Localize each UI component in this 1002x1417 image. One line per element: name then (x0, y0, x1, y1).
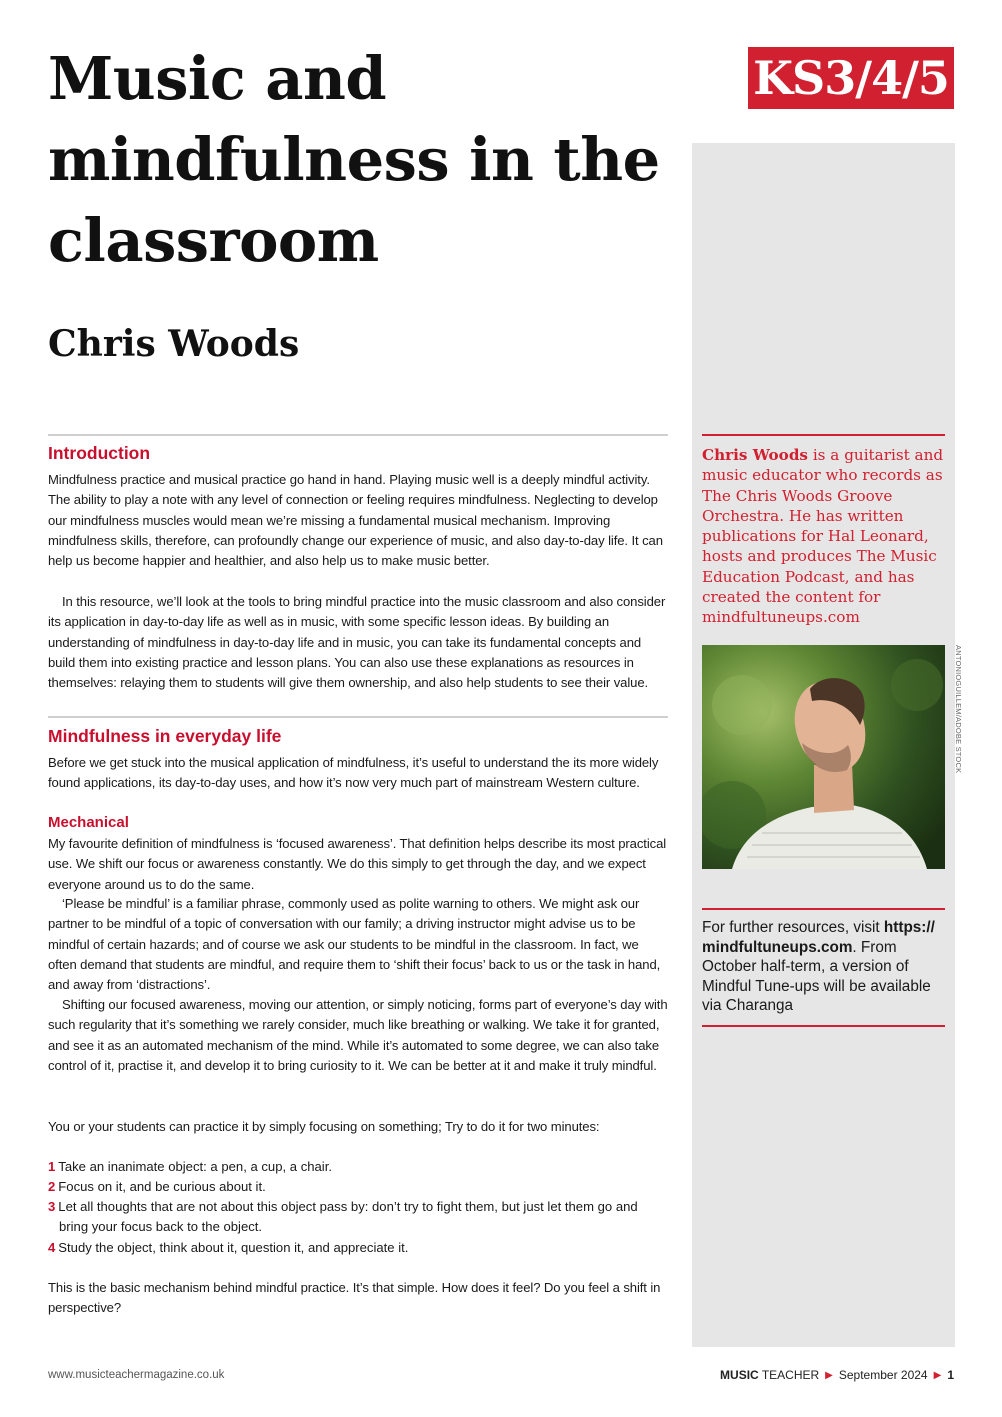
everyday-heading: Mindfulness in everyday life (48, 726, 282, 746)
step-number: 2 (48, 1179, 56, 1194)
intro-paragraph-2: In this resource, we’ll look at the tools to bring mindful practice into the music classroom and also consider its application in day-to-day life as well as in music, with some specific lesson ideas. By building an understanding of mindfulness in day-to-day life and in music, you can take its fundamental concepts and build them into existing practice and lesson plans. You can also use these explanations as resources in themselves: relaying them to students will give them ownership, and also help students to see their value. (48, 594, 666, 691)
intro-heading: Introduction (48, 443, 151, 463)
step-number: 4 (48, 1240, 56, 1255)
sidebar-rule-middle (702, 908, 945, 910)
magazine-brand (720, 1368, 819, 1382)
resources-rest: . From October half-term, a version of Mindful Tune-ups will be available via Charanga (702, 938, 931, 1015)
mechanical-paragraph-1: My favourite definition of mindfulness is ‘focused awareness’. That definition helps describe its most practical use. We shift our focus or awareness constantly. We do this simply to get through the day, and we expect everyone around us to do the same. (48, 836, 667, 892)
photo-credit: ANTONIOGUILLEM/ADOBE STOCK (954, 645, 963, 774)
step-number: 3 (48, 1199, 56, 1214)
sidebar-rule-top (702, 434, 945, 436)
intro-rule (48, 434, 668, 436)
author-bio (702, 445, 947, 628)
brand-music: MUSIC (720, 1368, 759, 1382)
sidebar-rule-bottom (702, 1025, 945, 1027)
brand-teacher: TEACHER (761, 1368, 820, 1382)
key-stage-badge: KS3/4/5 (748, 47, 954, 109)
bio-text: is a guitarist and music educator who records as The Chris Woods Groove Orchestra. He has written publications for Hal Leonard, hosts and produces The Music Education Podcast, and has created the content for mindfultuneups.com (702, 446, 944, 627)
step-number: 1 (48, 1159, 56, 1174)
list-item (48, 1197, 670, 1238)
page-number: 1 (947, 1368, 954, 1382)
everyday-paragraph: Before we get stuck into the musical application of mindfulness, it’s useful to understand the its more widely found applications, its day-to-day uses, and how it’s now very much part of mainstream Western culture. (48, 755, 659, 791)
step-text: Study the object, think about it, question it, and appreciate it. (58, 1240, 409, 1255)
article-author: Chris Woods (48, 323, 300, 365)
issue-date: September 2024 (838, 1368, 928, 1382)
mechanical-paragraph-3: Shifting our focused awareness, moving our attention, or simply noticing, forms part of everyone’s day with such regularity that it’s something we rarely consider, much like breathing or walking. We take it for granted, and see it as an automated mechanism of the mind. While it’s automated to some degree, we can also take control of it, practise it, and develop it to bring curiosity to it. We can be better at it and make it truly mindful. (48, 997, 668, 1073)
mechanical-heading: Mechanical (48, 814, 129, 831)
list-item (48, 1238, 670, 1258)
author-photo (702, 645, 945, 869)
list-item (48, 1177, 670, 1197)
triangle-icon: ▶ (933, 1369, 942, 1381)
step-text: Focus on it, and be curious about it. (58, 1179, 266, 1194)
article-title: Music and mindfulness in the classroom (48, 44, 660, 275)
bio-name: Chris Woods (702, 446, 808, 464)
mechanical-paragraph-4: You or your students can practice it by simply focusing on something; Try to do it for two minutes: (48, 1119, 600, 1134)
mechanical-paragraph-5: This is the basic mechanism behind mindful practice. It’s that simple. How does it feel? Do you feel a shift in perspective? (48, 1280, 661, 1316)
list-item (48, 1157, 670, 1177)
resources-link[interactable]: https:// mindfultuneups.com (702, 919, 935, 956)
further-resources (702, 918, 947, 1016)
man-breathing-image (702, 645, 945, 869)
triangle-icon: ▶ (825, 1369, 833, 1381)
mechanical-paragraph-2: ‘Please be mindful’ is a familiar phrase, commonly used as polite warning to others. We might ask our partner to be mindful of a topic of conversation with our family; a driving instructor might advise us to be mindful of certain hazards; and of course we ask our students to be mindful in the classroom. In fact, we often demand that students are mindful, and require them to ‘shift their focus’ back to us or the task in hand, and away from ‘distractions’. (48, 896, 661, 993)
everyday-rule (48, 716, 668, 718)
resources-intro: For further resources, visit (702, 919, 884, 936)
footer-url[interactable]: www.musicteachermagazine.co.uk (48, 1369, 225, 1381)
footer-folio (720, 1368, 954, 1382)
step-text: Let all thoughts that are not about this object pass by: don’t try to fight them, but just let them go and bring your focus back to the object. (58, 1199, 638, 1235)
step-text: Take an inanimate object: a pen, a cup, a chair. (58, 1159, 332, 1174)
intro-paragraph-1: Mindfulness practice and musical practice go hand in hand. Playing music well is a deeply mindful activity. The ability to play a note with any level of connection or feeling requires mindfulness. Neglecting to develop our mindfulness muscles would mean we’re missing a fundamental musical mechanism. Improving mindfulness skills, therefore, can profoundly change our experience of music, and also day-to-day life. It can help us become happier and healthier, and also help us to make music better. (48, 472, 663, 569)
